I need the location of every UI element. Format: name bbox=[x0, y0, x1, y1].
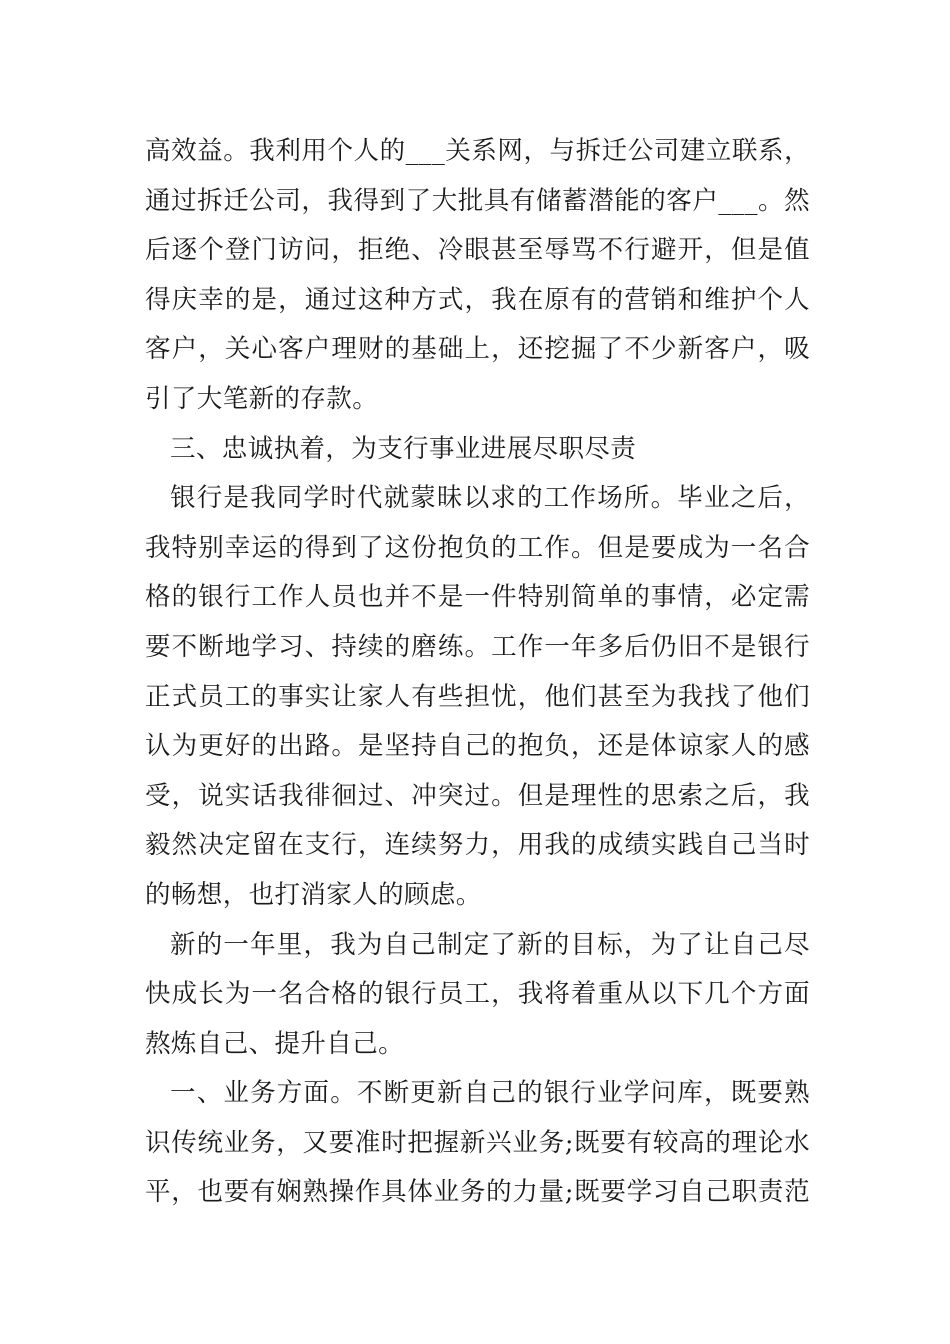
text-line: 新的一年里，我为自己制定了新的目标，为了让自己尽 bbox=[170, 929, 810, 960]
text-line: 熬炼自己、提升自己。 bbox=[145, 1028, 405, 1059]
text-line: 要不断地学习、持续的磨练。工作一年多后仍旧不是银行 bbox=[145, 631, 810, 662]
text-line: 一、业务方面。不断更新自己的银行业学问库，既要熟 bbox=[170, 1078, 810, 1109]
text-line: 受，说实话我徘徊过、冲突过。但是理性的思索之后，我 bbox=[145, 780, 810, 811]
text-line: 引了大笔新的存款。 bbox=[145, 383, 379, 414]
text-line: 得庆幸的是，通过这种方式，我在原有的营销和维护个人 bbox=[145, 284, 810, 315]
text-line: 平，也要有娴熟操作具体业务的力量;既要学习自己职责范 bbox=[145, 1177, 810, 1208]
text-line: 客户，关心客户理财的基础上，还挖掘了不少新客户，吸 bbox=[145, 334, 810, 365]
text-line: 快成长为一名合格的银行员工，我将着重从以下几个方面 bbox=[145, 979, 810, 1010]
text-line: 我特别幸运的得到了这份抱负的工作。但是要成为一名合 bbox=[145, 532, 810, 563]
text-line: 毅然决定留在支行，连续努力，用我的成绩实践自己当时 bbox=[145, 830, 810, 861]
text-line: 高效益。我利用个人的___关系网，与拆迁公司建立联系， bbox=[145, 136, 810, 166]
text-line: 的畅想，也打消家人的顾虑。 bbox=[145, 879, 482, 910]
text-line: 认为更好的出路。是坚持自己的抱负，还是体谅家人的感 bbox=[145, 731, 810, 762]
text-line: 后逐个登门访问，拒绝、冷眼甚至辱骂不行避开，但是值 bbox=[145, 235, 810, 266]
text-line: 识传统业务，又要准时把握新兴业务;既要有较高的理论水 bbox=[145, 1127, 810, 1158]
section-heading: 三、忠诚执着，为支行事业进展尽职尽责 bbox=[170, 433, 637, 464]
text-line: 格的银行工作人员也并不是一件特别简单的事情，必定需 bbox=[145, 582, 810, 613]
text-line: 通过拆迁公司，我得到了大批具有储蓄潜能的客户___。然 bbox=[145, 185, 810, 216]
document-body bbox=[145, 127, 810, 1218]
text-line: 银行是我同学时代就蒙昧以求的工作场所。毕业之后， bbox=[170, 483, 810, 514]
text-line: 正式员工的事实让家人有些担忧，他们甚至为我找了他们 bbox=[145, 681, 810, 712]
